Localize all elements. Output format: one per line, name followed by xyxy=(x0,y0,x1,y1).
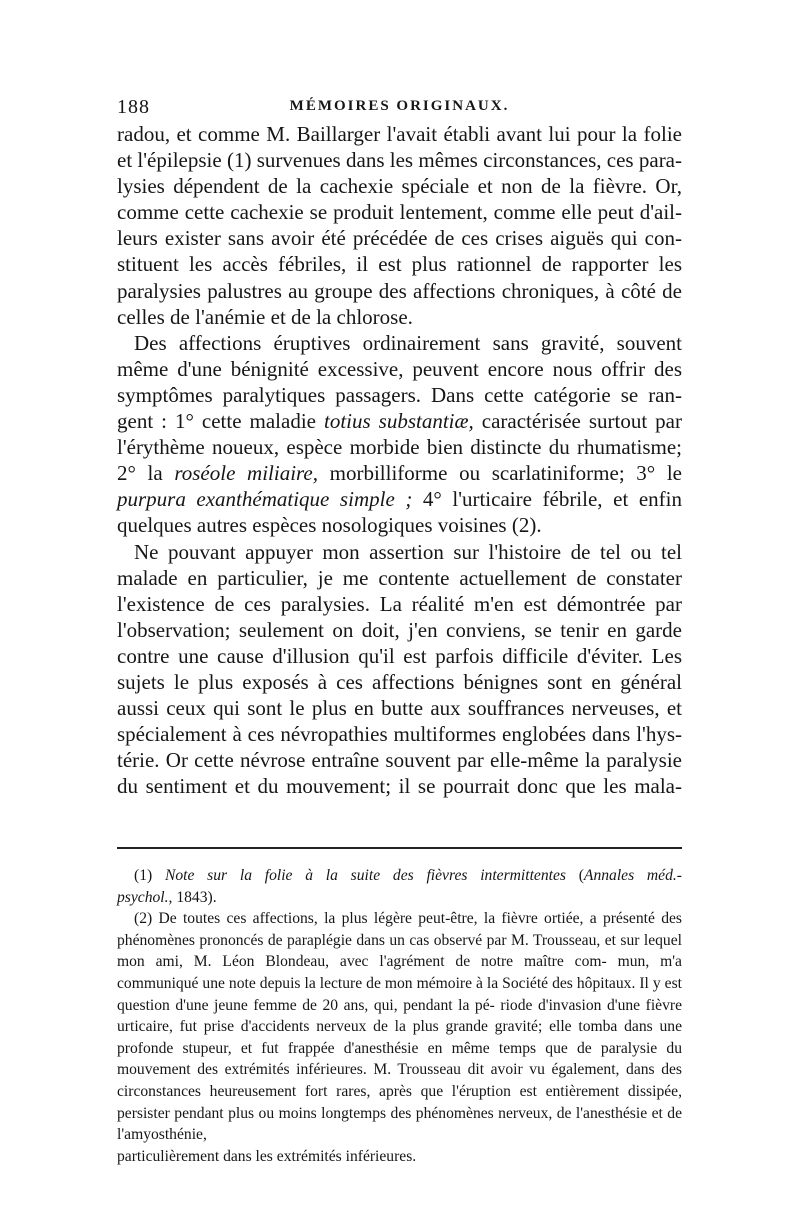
text-line: comme cette cachexie se produit lentement, comme elle peut d'ail- xyxy=(117,200,682,225)
paragraph-2 xyxy=(117,330,682,513)
text-line: malade en particulier, je me contente actuellement de constater xyxy=(117,565,682,590)
text-line: M. Trousseau dit avoir vu également, dans des circonstances heureusement fort xyxy=(117,1061,683,1100)
footnote-2-last-line xyxy=(117,1146,682,1168)
running-title: MÉMOIRES ORIGINAUX. xyxy=(289,98,510,114)
footnotes xyxy=(117,865,682,1167)
text-segment: ( xyxy=(565,867,584,884)
footnote-rule xyxy=(117,847,682,849)
footnote-title: Note sur la folie à la suite des fièvres intermittentes xyxy=(164,867,566,884)
text-line: contre une cause d'illusion qu'il est parfois difficile d'éviter. Les xyxy=(117,643,682,668)
text-line: radou, et comme M. Baillarger l'avait établi avant lui pour la folie xyxy=(117,122,682,146)
journal-name: Annales méd.- xyxy=(583,867,682,884)
text-line: rares, après que l'éruption est entièrement dissipée, persister pendant plus ou xyxy=(117,1082,683,1122)
text-line: Des affections éruptives ordinairement sans gravité, souvent xyxy=(134,330,682,355)
text-line: sujets le plus exposés à ces affections bénignes sont en général xyxy=(117,669,682,694)
text-line: moins longtemps des phénomènes nerveux, de l'anesthésie et de l'amyosthénie, xyxy=(117,1104,682,1144)
footnote-1-last-line xyxy=(117,887,682,909)
italic-term: totius substantiæ, xyxy=(323,409,474,434)
text-line: particulièrement dans les extrémités inférieures. xyxy=(117,1147,417,1165)
paragraph-3 xyxy=(117,539,682,800)
footnote-1 xyxy=(117,865,682,887)
text-line: l'observation; seulement on doit, j'en conviens, se tenir en garde xyxy=(117,617,682,642)
text-line: même d'une bénignité excessive, peuvent encore nous offrir des xyxy=(117,356,682,381)
text-line: leurs exister sans avoir été précédée de ces crises aiguës qui con- xyxy=(117,226,682,251)
footnote-2 xyxy=(117,908,682,1146)
text-line: (2) De toutes ces affections, la plus légère peut-être, la fièvre ortiée, a présenté xyxy=(134,910,655,928)
text-line: Ne pouvant appuyer mon assertion sur l'histoire de tel ou tel xyxy=(134,539,682,564)
text-segment: 1843). xyxy=(172,888,217,906)
text-line: symptômes paralytiques passagers. Dans cette catégorie se ran- xyxy=(117,382,682,407)
text-line: mun, m'a communiqué une note depuis la lecture de mon mémoire à la Société xyxy=(117,953,682,992)
page-number: 188 xyxy=(117,96,150,118)
text-line: térie. Or cette névrose entraîne souvent par elle-même la paralysie xyxy=(117,748,682,773)
text-line: des phénomènes prononcés de paraplégie dans un cas observé par M. Trousseau, xyxy=(117,910,682,949)
text-line: lysies dépendent de la cachexie spéciale et non de la fièvre. Or, xyxy=(117,174,682,199)
text-line: aussi ceux qui sont le plus en butte aux souffrances nerveuses, et xyxy=(117,696,682,721)
text-segment: morbilliforme ou scarlatiniforme; 3° le xyxy=(318,461,682,486)
text-segment: caractérisée surtout par xyxy=(473,409,682,434)
text-line: celles de l'anémie et de la chlorose. xyxy=(117,304,413,329)
journal-name: psychol., xyxy=(117,888,173,906)
text-line: quelques autres espèces nosologiques voisines (2). xyxy=(117,513,542,538)
italic-term: roséole miliaire, xyxy=(174,461,318,486)
text-line: des hôpitaux. Il y est question d'une jeune femme de 20 ans, qui, pendant la pé- xyxy=(117,974,682,1014)
text-line: riode d'invasion d'une fièvre urticaire, fut prise d'accidents nerveux de la plus xyxy=(117,996,682,1036)
page-header xyxy=(117,96,682,120)
paragraph-1 xyxy=(117,121,682,304)
text-line: du sentiment et du mouvement; il se pourrait donc que les mala- xyxy=(117,774,682,799)
text-segment: 2° la xyxy=(117,461,175,486)
paragraph-1-last-line xyxy=(117,304,682,330)
text-line: paralysies palustres au groupe des affections chroniques, à côté de xyxy=(117,278,682,303)
footnote-number: (1) xyxy=(134,867,153,884)
text-line: et sur lequel mon ami, M. Léon Blondeau, avec l'agrément de notre maître com- xyxy=(117,931,682,971)
main-text xyxy=(117,121,682,799)
text-segment: 4° l'urticaire fébrile, et enfin xyxy=(412,487,682,512)
text-line: grande gravité; elle tomba dans une profonde stupeur, et fut frappée d'anesthésie xyxy=(117,1018,682,1057)
text-line: spécialement à ces névropathies multiformes englobées dans l'hys- xyxy=(117,722,682,747)
paragraph-2-last-line xyxy=(117,512,682,538)
text-line: l'érythème noueux, espèce morbide bien distincte du rhumatisme; xyxy=(117,435,682,460)
text-line: l'existence de ces paralysies. La réalité m'en est démontrée par xyxy=(117,591,682,616)
text-line: stituent les accès fébriles, il est plus rationnel de rapporter les xyxy=(117,252,682,277)
text-line: en même temps que de paralysie du mouvement des extrémités inférieures. xyxy=(117,1039,682,1079)
text-segment: gent : 1° cette maladie xyxy=(117,409,324,434)
italic-term: purpura exanthématique simple ; xyxy=(117,487,413,512)
text-line: et l'épilepsie (1) survenues dans les mêmes circonstances, ces para- xyxy=(117,148,682,173)
